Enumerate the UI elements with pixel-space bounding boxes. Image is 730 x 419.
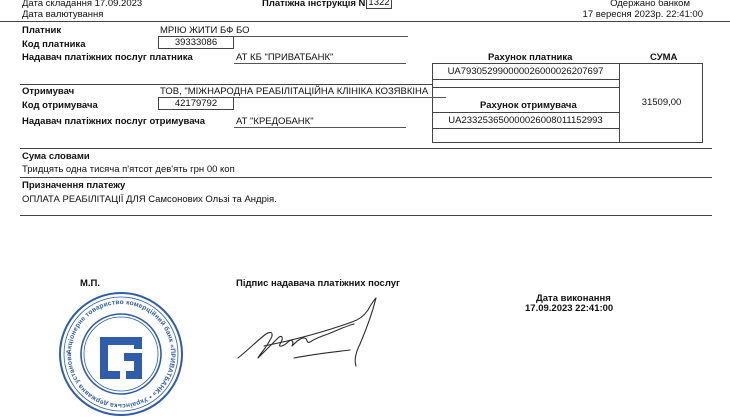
payer-account-bottom-rule — [432, 87, 619, 88]
exec-label: Дата виконання — [536, 293, 611, 304]
sum-label: СУМА — [650, 52, 678, 63]
signature-label: Підпис надавача платіжних послуг — [236, 278, 400, 289]
receiver-section-label: Отримувач — [22, 86, 75, 97]
receiver-account: UA233253650000026008011152993 — [448, 115, 603, 126]
receiver-account-row-rule — [432, 128, 619, 129]
receiver-name: ТОВ, "МІЖНАРОДНА РЕАБІЛІТАЦІЙНА КЛІНІКА КОЗЯВКІНА — [160, 86, 429, 97]
words-top-rule — [20, 148, 712, 149]
receiver-provider-underline — [234, 127, 406, 128]
sum-value: 31509,00 — [641, 97, 682, 108]
payer-code-label: Код платника — [22, 39, 86, 50]
exec-date: 17.09.2023 22:41:00 — [525, 303, 614, 314]
payer-provider-underline — [234, 63, 406, 64]
words-text: Тридцять одна тисяча п'ятсот дев'ять грн 00 коп — [22, 164, 235, 175]
signature-icon — [234, 296, 394, 376]
receiver-account-top-rule — [432, 112, 619, 113]
purpose-label: Призначення платежу — [22, 180, 126, 191]
payer-account-label: Рахунок платника — [488, 52, 573, 63]
receiver-provider-label: Надавач платіжних послуг отримувача — [22, 116, 206, 127]
payer-name: МРІЮ ЖИТИ БФ БО — [160, 25, 250, 36]
receiver-provider: АТ "КРЕДОБАНК" — [236, 116, 314, 127]
payer-account: UA793052990000026000026207697 — [447, 66, 604, 77]
purpose-bottom-rule — [20, 215, 712, 216]
document-title: Платіжна інструкція N — [262, 0, 366, 9]
date-composed: 17.09.2023 — [94, 0, 143, 9]
receiver-code-label: Код отримувача — [22, 100, 98, 111]
receiver-top-rule — [20, 84, 432, 85]
date-composed-label: Дата складання 17.09.2023 — [22, 0, 143, 9]
payer-code: 39333086 — [174, 37, 218, 48]
payer-account-row-rule — [432, 79, 619, 80]
payer-code-box — [158, 36, 234, 49]
date-value-label: Дата валютування — [22, 9, 104, 20]
receiver-code-box — [158, 97, 234, 110]
mp-label: М.П. — [80, 278, 101, 289]
payer-provider: АТ КБ "ПРИВАТБАНК" — [236, 52, 334, 63]
received-label: Одержано банком — [610, 0, 690, 9]
words-label: Сума словами — [22, 151, 90, 162]
top-rule — [0, 21, 730, 22]
receiver-code: 42179792 — [174, 98, 218, 109]
purpose-text: ОПЛАТА РЕАБІЛІТАЦІЇ ДЛЯ Самсонових Ользі та Андрія. — [22, 194, 277, 205]
received-date: 17 вересня 2023р. 22:41:00 — [582, 9, 703, 20]
payer-section-label: Платник — [22, 25, 62, 36]
stamp-ring-text: Акціонерне товариство комерційний банк «ПРИВАТБАНК» • Українська державна установа • — [54, 284, 177, 410]
receiver-account-label: Рахунок отримувача — [480, 100, 577, 111]
document-number: 1322 — [366, 0, 392, 9]
payer-provider-label: Надавач платіжних послуг платника — [22, 52, 193, 63]
purpose-top-rule — [20, 177, 712, 178]
